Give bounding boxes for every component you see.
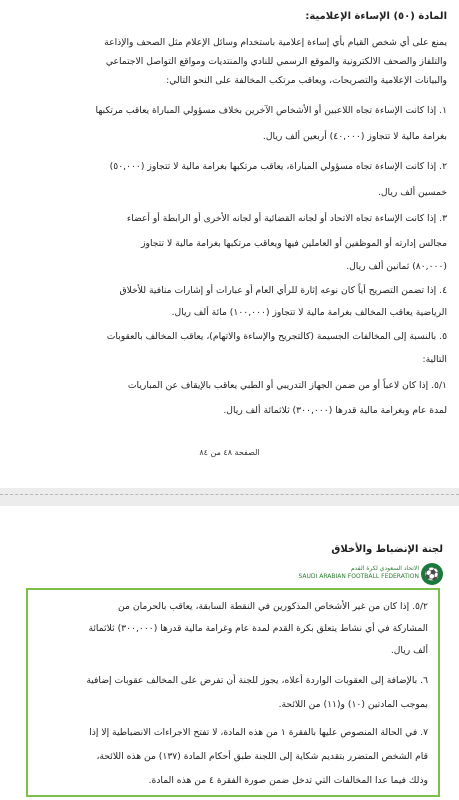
paragraph-line: التالية: [422,354,447,365]
paragraph-line: مجالس إدارته أو الموظفين أو العاملين فيها ويعاقب مرتكبها بغرامة مالية لا تتجاوز [141,238,447,249]
paragraph-line: والتلفاز والصحف الالكترونية والموقع الرسمي للنادي والمنتديات ومواقع التواصل الاجتماعي [105,56,447,67]
article-title: المادة (٥٠) الإساءة الإعلامية: [305,11,447,22]
paragraph-line: ٥/٢. إذا كان من غير الأشخاص المذكورين في النقطة السابقة، يعاقب بالحرمان من [117,601,428,612]
logo-text-ar: الاتحاد السعودي لكرة القدم [350,565,419,572]
paragraph-line: خمسين ألف ريال. [377,187,447,198]
paragraph-line: ٥. بالنسبة إلى المخالفات الجسيمة (كالتجريح والإساءة والاتهام)، يعاقب المخالف بالعقوبات [106,331,447,342]
paragraph-line: ٣. إذا كانت الإساءة تجاه الاتحاد أو لجانه القضائية أو لجانه الأخرى أو الرابطة أو أعضاء [126,213,447,224]
paragraph-line: ٧. في الحالة المنصوص عليها بالفقرة ١ من هذه المادة، لا تفتح الاجراءات الانضباطية إلا إذا [89,727,428,738]
paragraph-line: المشاركة في أي نشاط يتعلق بكرة القدم لمدة عام وغرامة مالية قدرها (٣٠٠,٠٠٠) ثلاثمائة [88,623,428,634]
paragraph-line: ٦. بالإضافة إلى العقوبات الواردة أعلاه، يجوز للجنة أن تفرض على المخالف عقوبات إضافية [86,675,428,686]
logo-text-en: SAUDI ARABIAN FOOTBALL FEDERATION [298,573,419,580]
paragraph-line: وذلك فيما عدا المخالفات التي تدخل ضمن صورة الفقرة ٤ من هذه المادة. [148,775,428,786]
paragraph-line: يمنع على أي شخص القيام بأي إساءة إعلامية باستخدام وسائل الإعلام مثل الصحف والإذاعة [104,37,447,48]
saff-logo [298,563,443,589]
saff-ball-icon: ⚽ [421,563,443,585]
paragraph-line: ٢. إذا كانت الإساءة تجاه مسؤولي المباراة، يعاقب مرتكبها بغرامة مالية لا تتجاوز (٥٠,٠٠٠) [109,161,447,172]
paragraph-line: لمدة عام وبغرامة مالية قدرها (٣٠٠,٠٠٠) ثلاثمائة ألف ريال. [223,405,447,416]
paragraph-line: بغرامة مالية لا تتجاوز (٤٠,٠٠٠) أربعين ألف ريال. [262,131,447,142]
paragraph-line: (٨٠,٠٠٠) ثمانين ألف ريال. [346,261,447,272]
page-number-footer: الصفحة ٤٨ من ٨٤ [199,448,260,457]
paragraph-line: قام الشخص المتضرر بتقديم شكاية إلى اللجنة طبق أحكام المادة (١٣٧) من هذه اللائحة، [96,751,428,762]
document-page-49 [0,506,459,800]
committee-title: لجنة الإنضباط والأخلاق [331,544,443,555]
paragraph-line: ١. إذا كانت الإساءة تجاه اللاعبين أو الأشخاص الآخرين بخلاف مسؤولي المباراة يعاقب مرتكبها [95,105,447,116]
logo-text [299,565,419,581]
paragraph-line: ٤. إذا تضمن التصريح أياً كان نوعه إثارة للرأي العام أو عبارات أو إشارات منافية للأخلاق [119,285,447,296]
paragraph-line: ألف ريال. [390,645,428,656]
paragraph-line: الرياضية يعاقب المخالف بغرامة مالية لا تتجاوز (١٠٠,٠٠٠) مائة ألف ريال. [171,307,447,318]
page-separator [0,494,459,495]
paragraph-line: والبيانات الإعلامية والتصريحات، ويعاقب مرتكب المخالفة على النحو التالي: [166,75,447,86]
highlighted-section [26,588,440,797]
paragraph-line: بموجب المادتين (١٠) و(١١) من اللائحة. [278,699,428,710]
paragraph-line: ٥/١. إذا كان لاعباً أو من ضمن الجهاز التدريبي أو الطبي يعاقب بالإيقاف عن المباريات [127,380,447,391]
